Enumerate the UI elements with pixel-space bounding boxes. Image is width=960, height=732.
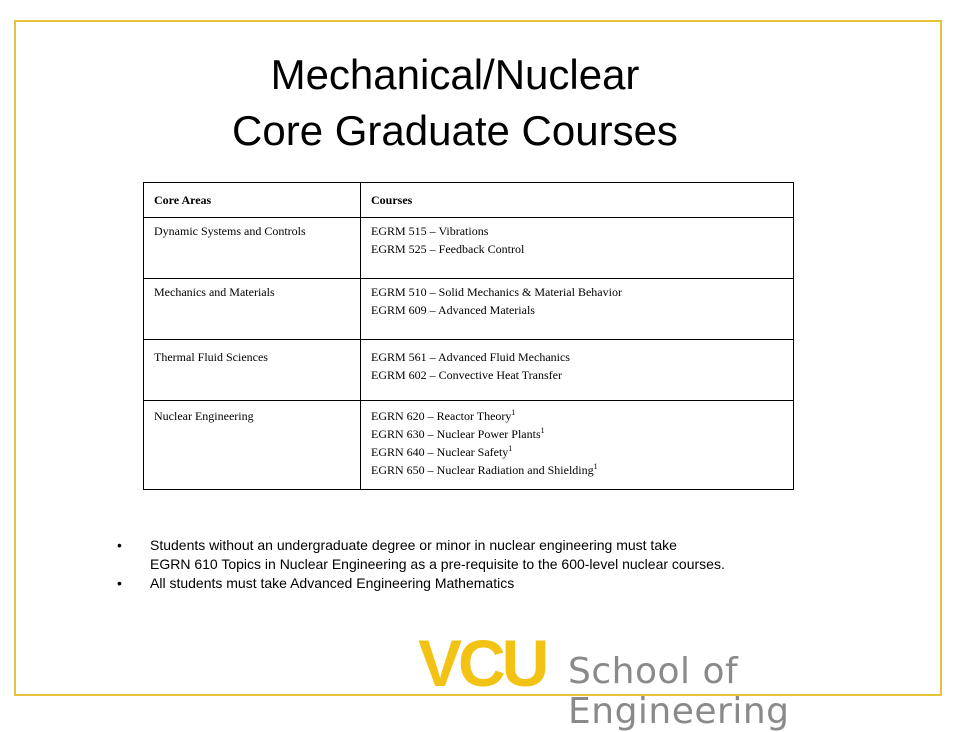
course-item: EGRN 640 – Nuclear Safety$^1$ [371,444,513,459]
course-item: EGRM 561 – Advanced Fluid Mechanics [371,350,570,364]
bullet-icon: • [117,537,122,553]
course-item: EGRN 630 – Nuclear Power Plants$^1$ [371,426,545,441]
vcu-school-logo [418,626,938,732]
course-item: EGRN 650 – Nuclear Radiation and Shielding$^1$ [371,462,598,477]
course-item: EGRN 620 – Reactor Theory$^1$ [371,408,516,423]
footnote-marker: 1 [508,444,513,453]
note-item [117,536,850,574]
header-courses: Courses [361,183,794,218]
courses-cell [361,401,794,490]
course-item: EGRM 525 – Feedback Control [371,242,525,256]
core-area-cell: Dynamic Systems and Controls [144,218,361,279]
courses-cell [361,279,794,340]
core-area-cell: Mechanics and Materials [144,279,361,340]
footnote-marker: 1 [511,408,516,417]
courses-cell [361,340,794,401]
table-row [144,340,794,401]
table-row [144,279,794,340]
courses-cell [361,218,794,279]
footnote-marker: 1 [593,462,598,471]
courses-table [143,182,794,490]
header-core-areas: Core Areas [144,183,361,218]
notes-list [117,536,850,593]
slide-title-line2: Core Graduate Courses [232,107,678,154]
course-item: EGRM 602 – Convective Heat Transfer [371,368,562,382]
table-row [144,218,794,279]
core-area-cell: Nuclear Engineering [144,401,361,490]
slide-title-line1: Mechanical/Nuclear [270,51,640,98]
note-text-line: EGRN 610 Topics in Nuclear Engineering as a pre-requisite to the 600-level nuclear courses. [150,556,725,572]
vcu-logo-mark: VCU [418,626,546,700]
footnote-marker: 1 [540,426,545,435]
table-row [144,401,794,490]
course-item: EGRM 515 – Vibrations [371,224,489,238]
course-item: EGRM 510 – Solid Mechanics & Material Behavior [371,285,622,299]
core-area-cell: Thermal Fluid Sciences [144,340,361,401]
table-header-row [144,183,794,218]
school-of-engineering-text: School of Engineering [568,651,790,732]
bullet-icon: • [117,575,122,591]
note-text-line: All students must take Advanced Engineering Mathematics [150,575,515,591]
course-item: EGRM 609 – Advanced Materials [371,303,535,317]
note-item [117,574,850,593]
note-text-line: Students without an undergraduate degree or minor in nuclear engineering must take [150,537,677,553]
